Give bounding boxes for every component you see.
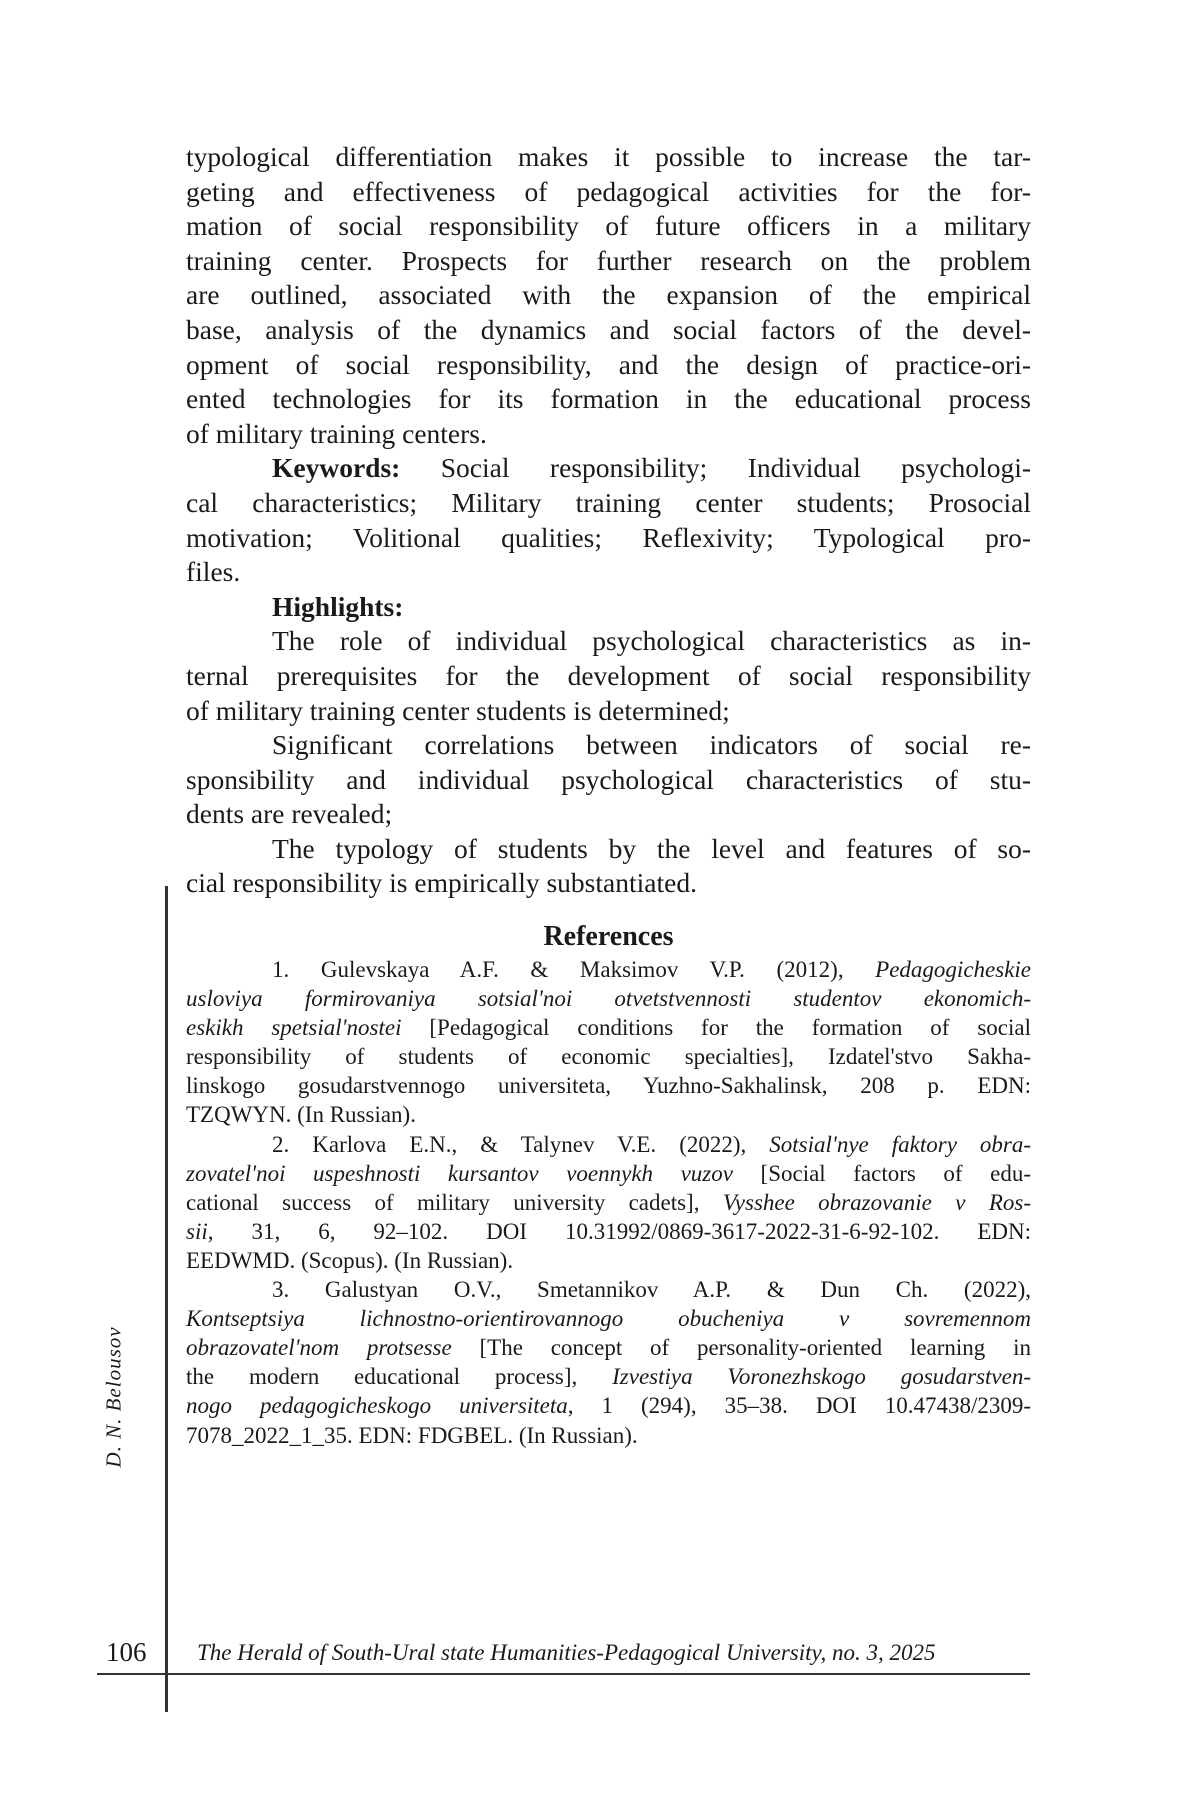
- italic-title: eskikh spetsial'nostei: [186, 1015, 402, 1040]
- reference-line: [186, 1333, 1031, 1362]
- italic-title: Pedagogicheskie: [875, 957, 1031, 982]
- text-segment: typological differentiation makes it possible to increase the tar-: [186, 141, 1031, 172]
- text-segment: , 31, 6, 92–102. DOI 10.31992/0869-3617-2022-31-6-92-102. EDN:: [208, 1219, 1031, 1244]
- italic-title: usloviya formirovaniya sotsial'noi otvetstvennosti studentov ekonomich-: [186, 986, 1031, 1011]
- text-line: [186, 728, 1031, 763]
- text-line: [186, 797, 1031, 832]
- text-segment: are outlined, associated with the expansion of the empirical: [186, 279, 1031, 310]
- footer-rule: [97, 1673, 1030, 1675]
- text-line: [186, 590, 1031, 625]
- reference-line: [186, 1391, 1031, 1420]
- references-list: [186, 955, 1031, 1450]
- reference-line: [186, 984, 1031, 1013]
- text-line: [186, 832, 1031, 867]
- text-line: [186, 244, 1031, 279]
- text-line: [186, 486, 1031, 521]
- text-line: [186, 521, 1031, 556]
- reference-line: [186, 1275, 1031, 1304]
- text-segment: Significant correlations between indicators of social re-: [272, 729, 1031, 760]
- italic-title: Vysshee obrazovanie v Ros-: [723, 1190, 1031, 1215]
- text-line: [186, 866, 1031, 901]
- reference-line: [186, 1042, 1031, 1071]
- reference-line: [186, 1188, 1031, 1217]
- text-line: [186, 140, 1031, 175]
- text-segment: cial responsibility is empirically substantiated.: [186, 867, 697, 898]
- text-segment: sponsibility and individual psychological characteristics of stu-: [186, 764, 1031, 795]
- reference-line: [186, 1013, 1031, 1042]
- text-line: [186, 175, 1031, 210]
- text-line: [186, 555, 1031, 590]
- text-segment: of military training centers.: [186, 418, 487, 449]
- text-line: [186, 417, 1031, 452]
- text-line: [186, 763, 1031, 798]
- italic-title: Sotsial'nye faktory obra-: [769, 1132, 1031, 1157]
- text-segment: ternal prerequisites for the development of social responsibility: [186, 660, 1031, 691]
- reference-line: [186, 1159, 1031, 1188]
- text-line: [186, 278, 1031, 313]
- text-segment: the modern educational process],: [186, 1364, 612, 1389]
- bold-label: Highlights:: [272, 591, 403, 622]
- text-segment: files.: [186, 556, 240, 587]
- text-line: [186, 694, 1031, 729]
- text-line: [186, 209, 1031, 244]
- text-segment: mation of social responsibility of future officers in a military: [186, 210, 1031, 241]
- text-segment: [Social factors of edu-: [733, 1161, 1031, 1186]
- italic-title: zovatel'noi uspeshnosti kursantov voennykh vuzov: [186, 1161, 733, 1186]
- italic-title: sii: [186, 1219, 208, 1244]
- running-head-author: D. N. Belousov: [102, 1326, 127, 1467]
- page-number: 106: [106, 1636, 147, 1668]
- text-segment: [Pedagogical conditions for the formation of social: [402, 1015, 1032, 1040]
- reference-line: [186, 1130, 1031, 1159]
- text-segment: The typology of students by the level and features of so-: [272, 833, 1031, 864]
- vertical-margin-rule: [165, 886, 168, 1712]
- text-line: [186, 624, 1031, 659]
- text-segment: 7078_2022_1_35. EDN: FDGBEL. (In Russian).: [186, 1423, 638, 1448]
- text-segment: cational success of military university cadets],: [186, 1190, 723, 1215]
- text-segment: [The concept of personality-oriented learning in: [452, 1335, 1031, 1360]
- text-segment: geting and effectiveness of pedagogical activities for the for-: [186, 176, 1031, 207]
- references-heading: References: [186, 920, 1031, 954]
- text-line: [186, 313, 1031, 348]
- text-line: [186, 382, 1031, 417]
- text-segment: training center. Prospects for further research on the problem: [186, 245, 1031, 276]
- text-segment: Social responsibility; Individual psychologi-: [400, 452, 1031, 483]
- text-segment: 2. Karlova E.N., & Talynev V.E. (2022),: [272, 1132, 769, 1157]
- italic-title: nogo pedagogicheskogo universiteta: [186, 1393, 568, 1418]
- reference-line: [186, 1421, 1031, 1450]
- italic-title: Izvestiya Voronezhskogo gosudarstven-: [612, 1364, 1031, 1389]
- bold-label: Keywords:: [272, 452, 400, 483]
- text-line: [186, 451, 1031, 486]
- journal-title: The Herald of South-Ural state Humanities-Pedagogical University, no. 3, 2025: [197, 1638, 935, 1668]
- text-segment: cal characteristics; Military training center students; Prosocial: [186, 487, 1031, 518]
- italic-title: Kontseptsiya lichnostno-orientirovannogo obucheniya v sovremennom: [186, 1306, 1031, 1331]
- text-segment: The role of individual psychological characteristics as in-: [272, 625, 1031, 656]
- article-body: [186, 140, 1031, 901]
- text-segment: opment of social responsibility, and the design of practice-ori-: [186, 349, 1031, 380]
- italic-title: obrazovatel'nom protsesse: [186, 1335, 452, 1360]
- text-segment: 3. Galustyan O.V., Smetannikov A.P. & Dun Ch. (2022),: [272, 1277, 1031, 1302]
- reference-line: [186, 1100, 1031, 1129]
- text-segment: responsibility of students of economic specialties], Izdatel'stvo Sakha-: [186, 1044, 1031, 1069]
- text-segment: 1. Gulevskaya A.F. & Maksimov V.P. (2012),: [272, 957, 875, 982]
- text-segment: linskogo gosudarstvennogo universiteta, Yuzhno-Sakhalinsk, 208 p. EDN:: [186, 1073, 1031, 1098]
- reference-line: [186, 1362, 1031, 1391]
- reference-line: [186, 1071, 1031, 1100]
- text-segment: dents are revealed;: [186, 798, 392, 829]
- reference-line: [186, 1304, 1031, 1333]
- text-segment: base, analysis of the dynamics and social factors of the devel-: [186, 314, 1031, 345]
- text-line: [186, 659, 1031, 694]
- text-line: [186, 348, 1031, 383]
- text-segment: of military training center students is determined;: [186, 695, 730, 726]
- text-segment: motivation; Volitional qualities; Reflexivity; Typological pro-: [186, 522, 1031, 553]
- reference-line: [186, 955, 1031, 984]
- reference-line: [186, 1217, 1031, 1246]
- text-segment: TZQWYN. (In Russian).: [186, 1102, 416, 1127]
- text-segment: ented technologies for its formation in the educational process: [186, 383, 1031, 414]
- text-segment: EEDWMD. (Scopus). (In Russian).: [186, 1248, 513, 1273]
- text-segment: , 1 (294), 35–38. DOI 10.47438/2309-: [568, 1393, 1031, 1418]
- reference-line: [186, 1246, 1031, 1275]
